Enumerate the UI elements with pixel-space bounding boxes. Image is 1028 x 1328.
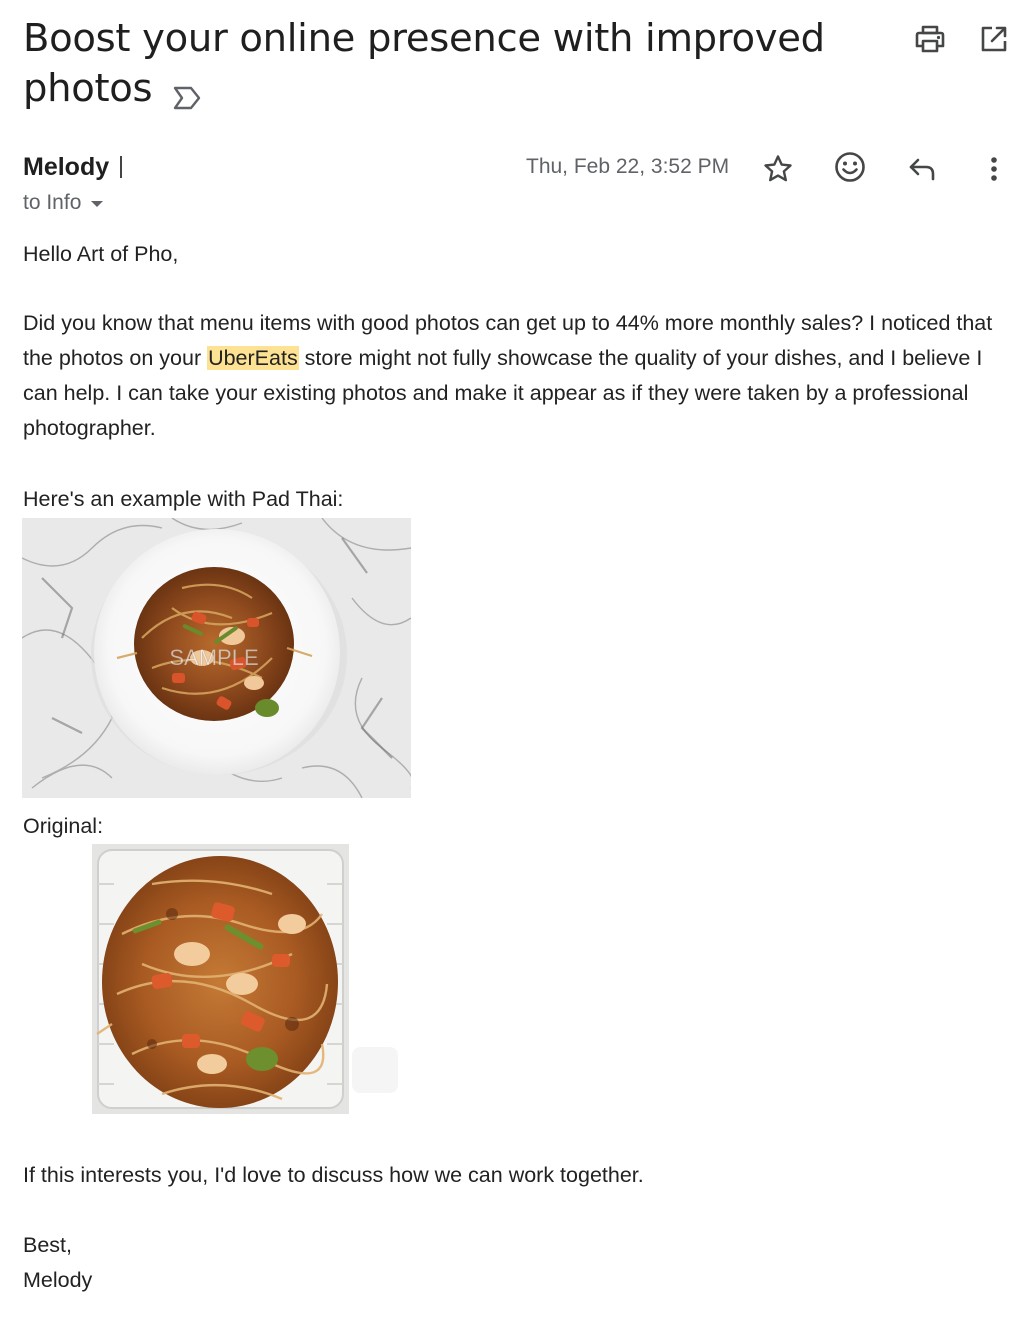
email-date: Thu, Feb 22, 3:52 PM bbox=[526, 155, 730, 178]
enhanced-pad-thai-photo[interactable] bbox=[22, 518, 411, 798]
open-in-new-window-icon[interactable] bbox=[976, 21, 1012, 57]
reply-icon[interactable] bbox=[902, 149, 942, 189]
original-pad-thai-photo[interactable] bbox=[92, 844, 349, 1114]
email-signature: Melody bbox=[23, 1268, 93, 1292]
add-reaction-icon[interactable] bbox=[830, 147, 870, 187]
original-label: Original: bbox=[23, 814, 104, 838]
paragraph-text-before: Did you know that menu items with good photos can get up to 44% more monthly sales? I noticed that the photos on your bbox=[23, 311, 993, 370]
more-vert-icon[interactable] bbox=[974, 149, 1014, 189]
highlighted-term: UberEats bbox=[208, 346, 298, 370]
sender-name: Melody bbox=[23, 153, 110, 181]
sample-watermark: SAMPLE bbox=[169, 645, 259, 670]
paragraph-text-after: store might not fully showcase the quality of your dishes, and I believe I can help. I can take your existing photos and make it appear as if they were taken by a professional photographer. bbox=[23, 346, 983, 440]
email-greeting: Hello Art of Pho, bbox=[23, 242, 179, 266]
recipients-dropdown[interactable] bbox=[23, 190, 103, 216]
email-subject bbox=[23, 14, 843, 114]
recipients-label: to Info bbox=[23, 191, 82, 214]
email-signoff: Best, bbox=[23, 1233, 72, 1257]
image-overlay-icon[interactable] bbox=[352, 1047, 398, 1093]
example-label: Here's an example with Pad Thai: bbox=[23, 487, 344, 511]
important-marker-icon[interactable] bbox=[172, 74, 202, 100]
email-closing: If this interests you, I'd love to discuss how we can work together. bbox=[23, 1163, 644, 1187]
caret-down-icon bbox=[91, 201, 103, 207]
email-paragraph bbox=[23, 306, 998, 446]
star-icon[interactable] bbox=[758, 149, 798, 189]
print-icon[interactable] bbox=[912, 21, 948, 57]
sender-separator bbox=[120, 156, 122, 178]
email-subject-text: Boost your online presence with improved photos bbox=[23, 16, 825, 111]
